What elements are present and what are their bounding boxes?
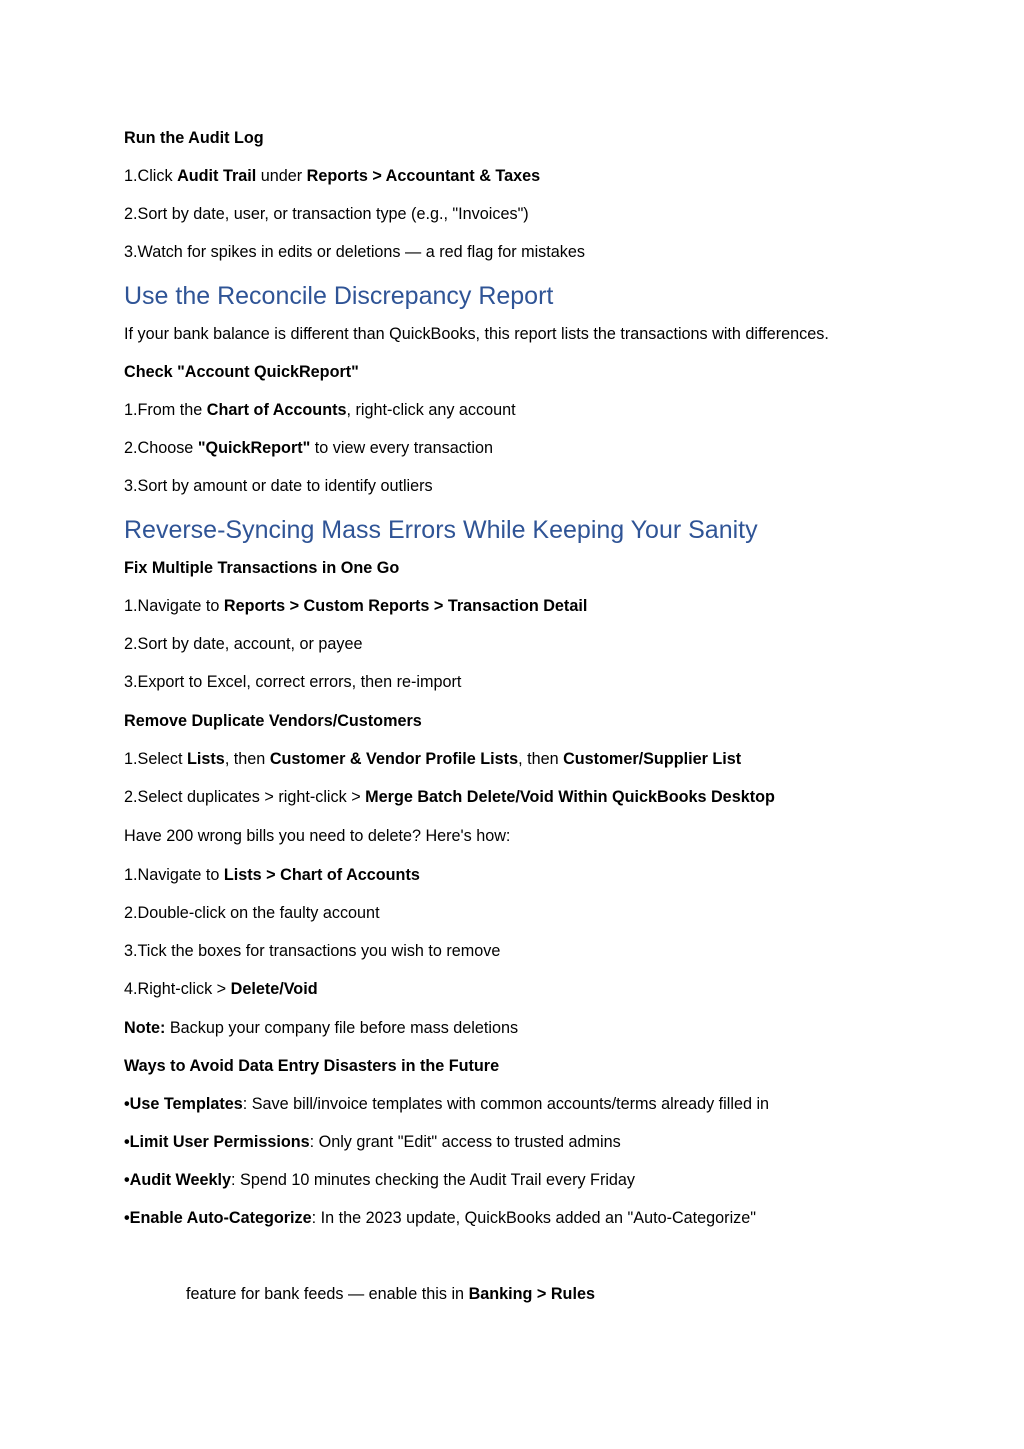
audit-step-1: 1.Click Audit Trail under Reports > Accountant & Taxes [124,167,541,185]
bills-step-2: 2.Double-click on the faulty account [124,904,380,922]
quickreport-step-2: 2.Choose "QuickReport" to view every transaction [124,439,493,457]
fix-step-1: 1.Navigate to Reports > Custom Reports > Transaction Detail [124,597,588,615]
audit-step-2: 2.Sort by date, user, or transaction type (e.g., "Invoices") [124,205,529,223]
avoid-disasters-heading: Ways to Avoid Data Entry Disasters in the Future [124,1057,500,1075]
bullet-icon: • [124,1171,130,1189]
reconcile-title: Use the Reconcile Discrepancy Report [124,282,554,310]
fix-multiple-heading: Fix Multiple Transactions in One Go [124,559,400,577]
duplicates-step-2: 2.Select duplicates > right-click > Merge Batch Delete/Void Within QuickBooks Desktop [124,788,775,806]
fix-step-2: 2.Sort by date, account, or payee [124,635,363,653]
avoid-item-audit-weekly: •Audit Weekly: Spend 10 minutes checking the Audit Trail every Friday [124,1171,636,1189]
reconcile-intro: If your bank balance is different than QuickBooks, this report lists the transactions with differences. [124,325,829,343]
avoid-item-templates: •Use Templates: Save bill/invoice templates with common accounts/terms already filled in [124,1095,770,1113]
audit-step-3: 3.Watch for spikes in edits or deletions — a red flag for mistakes [124,243,585,261]
backup-note: Note: Backup your company file before mass deletions [124,1019,519,1037]
avoid-item-auto-categorize: •Enable Auto-Categorize: In the 2023 update, QuickBooks added an "Auto-Categorize" [124,1209,757,1227]
bullet-icon: • [124,1095,130,1113]
quickreport-heading: Check "Account QuickReport" [124,363,359,381]
auto-categorize-continuation: feature for bank feeds — enable this in Banking > Rules [186,1285,595,1303]
avoid-item-permissions: •Limit User Permissions: Only grant "Edit" access to trusted admins [124,1133,621,1151]
duplicates-heading: Remove Duplicate Vendors/Customers [124,712,422,730]
bullet-icon: • [124,1133,130,1151]
quickreport-step-3: 3.Sort by amount or date to identify outliers [124,477,433,495]
reverse-sync-title: Reverse-Syncing Mass Errors While Keeping Your Sanity [124,516,758,544]
duplicates-step-1: 1.Select Lists, then Customer & Vendor Profile Lists, then Customer/Supplier List [124,750,742,768]
audit-log-heading: Run the Audit Log [124,129,264,147]
bills-step-3: 3.Tick the boxes for transactions you wish to remove [124,942,501,960]
bills-intro: Have 200 wrong bills you need to delete? Here's how: [124,827,511,845]
bills-step-4: 4.Right-click > Delete/Void [124,980,318,998]
fix-step-3: 3.Export to Excel, correct errors, then re-import [124,673,462,691]
bullet-icon: • [124,1209,130,1227]
quickreport-step-1: 1.From the Chart of Accounts, right-click any account [124,401,516,419]
bills-step-1: 1.Navigate to Lists > Chart of Accounts [124,866,420,884]
